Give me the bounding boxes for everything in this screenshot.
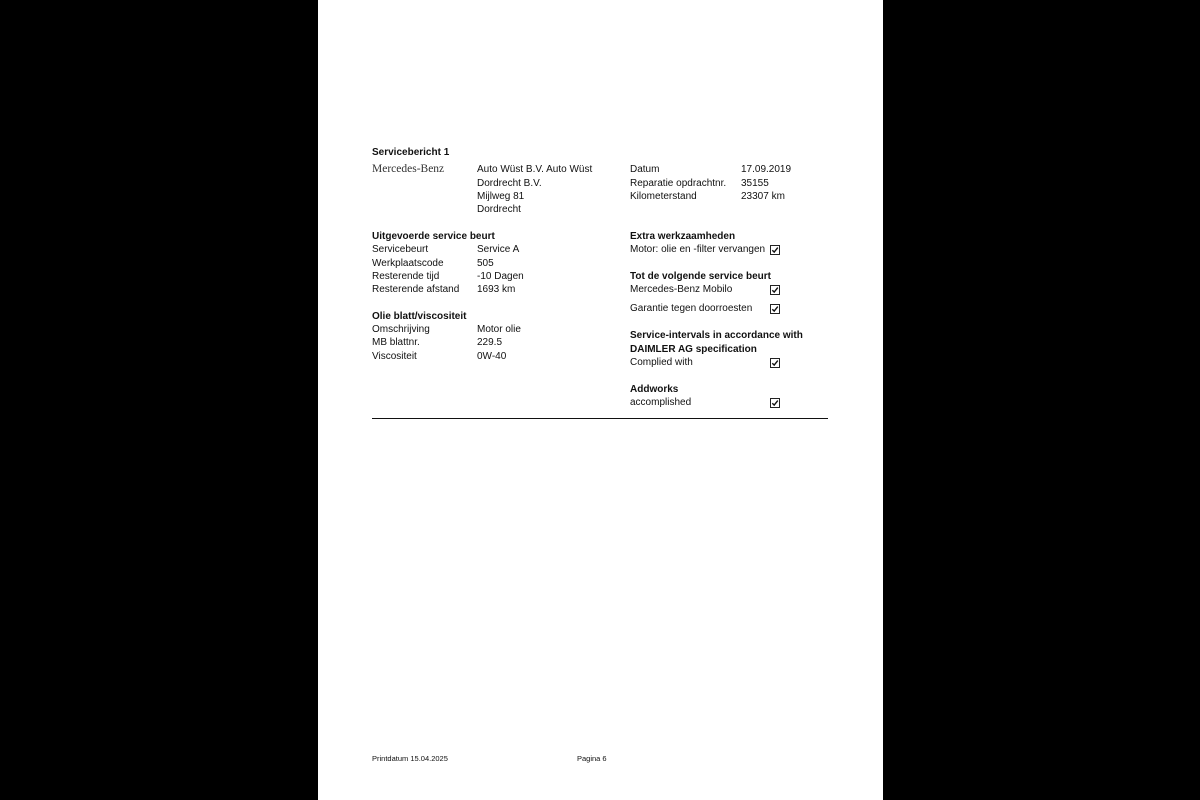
service-row-value: 1693 km [477, 284, 516, 295]
dealer-name-line1: Auto Wüst B.V. Auto Wüst [477, 164, 593, 175]
intervals-heading-line2: DAIMLER AG specification [630, 344, 757, 355]
order-value: 35155 [741, 178, 769, 189]
oil-heading: Olie blatt/viscositeit [372, 311, 467, 322]
service-heading: Uitgevoerde service beurt [372, 231, 495, 242]
next-heading: Tot de volgende service beurt [630, 271, 771, 282]
service-row-label: Resterende tijd [372, 271, 440, 282]
dealer-street: Mijlweg 81 [477, 191, 525, 202]
addworks-heading: Addworks [630, 384, 679, 395]
date-label: Datum [630, 164, 660, 175]
intervals-heading-line1: Service-intervals in accordance with [630, 330, 803, 341]
extra-heading: Extra werkzaamheden [630, 231, 736, 242]
next-item-checkbox[interactable] [770, 285, 780, 295]
oil-row-label: Viscositeit [372, 351, 417, 362]
addworks-item-label: accomplished [630, 397, 692, 408]
next-item-label: Garantie tegen doorroesten [630, 303, 753, 314]
intervals-item-checkbox[interactable] [770, 358, 780, 368]
intervals-item-label: Complied with [630, 357, 693, 368]
service-row-label: Resterende afstand [372, 284, 460, 295]
footer-print-date: Printdatum 15.04.2025 [372, 754, 448, 763]
extra-item-label: Motor: olie en -filter vervangen [630, 244, 766, 255]
oil-row-value: 0W-40 [477, 351, 507, 362]
oil-row-value: 229.5 [477, 337, 503, 348]
checkmark-icon [771, 246, 779, 254]
oil-row-label: Omschrijving [372, 324, 430, 335]
next-item-label: Mercedes-Benz Mobilo [630, 284, 733, 295]
order-label: Reparatie opdrachtnr. [630, 178, 727, 189]
addworks-item-checkbox[interactable] [770, 398, 780, 408]
extra-item-checkbox[interactable] [770, 245, 780, 255]
report-title: Servicebericht 1 [372, 147, 450, 158]
next-item-checkbox[interactable] [770, 304, 780, 314]
service-row-value: 505 [477, 258, 494, 269]
date-value: 17.09.2019 [741, 164, 792, 175]
service-row-label: Werkplaatscode [372, 258, 444, 269]
oil-row-value: Motor olie [477, 324, 521, 335]
section-divider [372, 418, 828, 419]
dealer-city: Dordrecht [477, 204, 521, 215]
km-value: 23307 km [741, 191, 785, 202]
footer-page-number: Pagina 6 [577, 754, 607, 763]
checkmark-icon [771, 305, 779, 313]
oil-row-label: MB blattnr. [372, 337, 420, 348]
checkmark-icon [771, 359, 779, 367]
checkmark-icon [771, 286, 779, 294]
document-page [318, 0, 883, 800]
service-row-label: Servicebeurt [372, 244, 429, 255]
brand-logo-text: Mercedes-Benz [372, 163, 445, 175]
km-label: Kilometerstand [630, 191, 697, 202]
dealer-name-line2: Dordrecht B.V. [477, 178, 542, 189]
service-row-value: -10 Dagen [477, 271, 524, 282]
checkmark-icon [771, 399, 779, 407]
service-row-value: Service A [477, 244, 520, 255]
